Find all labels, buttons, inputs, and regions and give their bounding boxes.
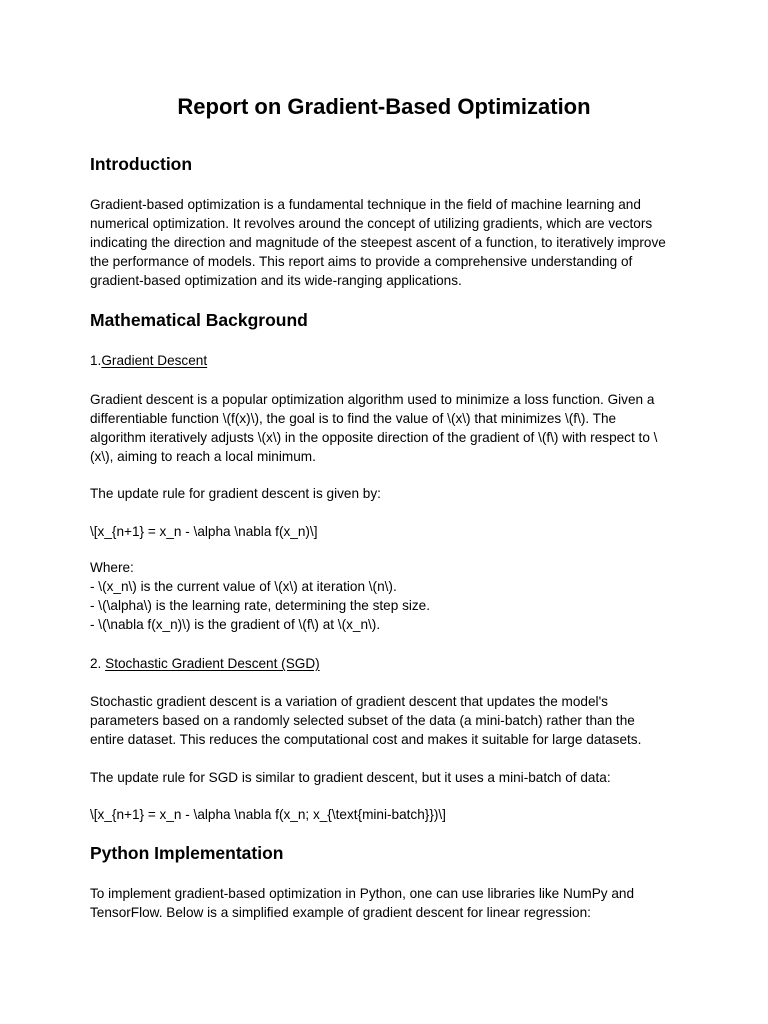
introduction-line: the performance of models. This report aims to provide a comprehensive understanding of: [90, 254, 633, 269]
sgd-description-line: parameters based on a randomly selected subset of the data (a mini-batch) rather than the: [90, 713, 635, 728]
python-paragraph: [90, 884, 680, 922]
python-line: TensorFlow. Below is a simplified example of gradient descent for linear regression:: [90, 905, 591, 920]
sgd-description: [90, 692, 680, 749]
gd-description-line: (x\), aiming to reach a local minimum.: [90, 449, 316, 464]
gd-subheading: [90, 351, 680, 370]
python-line: To implement gradient-based optimization in Python, one can use libraries like NumPy and: [90, 886, 635, 901]
gd-where-line: - \(\alpha\) is the learning rate, determining the step size.: [90, 598, 431, 613]
introduction-paragraph: [90, 195, 680, 290]
gd-description-line: Gradient descent is a popular optimization algorithm used to minimize a loss function. Given a: [90, 392, 655, 407]
gd-description-line: algorithm iteratively adjusts \(x\) in the opposite direction of the gradient of \(f\) with respect to \: [90, 430, 658, 445]
sgd-description-line: entire dataset. This reduces the computational cost and makes it suitable for large datasets.: [90, 732, 642, 747]
sgd-subheading: [90, 654, 680, 673]
gd-description-line: differentiable function \(f(x)\), the goal is to find the value of \(x\) that minimizes \(f\). The: [90, 411, 617, 426]
math-background-heading: Mathematical Background: [90, 310, 308, 330]
sgd-update-intro: The update rule for SGD is similar to gradient descent, but it uses a mini-batch of data:: [90, 770, 611, 785]
gd-where-line: - \(\nabla f(x_n)\) is the gradient of \(f\) at \(x_n\).: [90, 617, 381, 632]
gd-title: Gradient Descent: [101, 353, 208, 368]
python-heading: Python Implementation: [90, 843, 284, 863]
gd-description: [90, 390, 680, 466]
introduction-heading: Introduction: [90, 154, 193, 174]
gd-where-line: - \(x_n\) is the current value of \(x\) at iteration \(n\).: [90, 579, 397, 594]
gd-where-list: [90, 558, 680, 634]
introduction-line: gradient-based optimization and its wide-ranging applications.: [90, 273, 462, 288]
gd-number: 1.: [90, 353, 102, 368]
sgd-number: 2.: [90, 656, 106, 671]
introduction-line: Gradient-based optimization is a fundamental technique in the field of machine learning and: [90, 197, 641, 212]
introduction-line: numerical optimization. It revolves around the concept of utilizing gradients, which are vectors: [90, 216, 653, 231]
gd-where-line: Where:: [90, 560, 134, 575]
sgd-formula: \[x_{n+1} = x_n - \alpha \nabla f(x_n; x_{\text{mini-batch}})\]: [90, 807, 446, 822]
sgd-title: Stochastic Gradient Descent (SGD): [105, 656, 320, 671]
gd-update-intro: The update rule for gradient descent is given by:: [90, 486, 381, 501]
sgd-description-line: Stochastic gradient descent is a variation of gradient descent that updates the model's: [90, 694, 608, 709]
introduction-line: indicating the direction and magnitude of the steepest ascent of a function, to iteratively improve: [90, 235, 666, 250]
gd-formula: \[x_{n+1} = x_n - \alpha \nabla f(x_n)\]: [90, 524, 318, 539]
document-title: Report on Gradient-Based Optimization: [177, 94, 591, 119]
